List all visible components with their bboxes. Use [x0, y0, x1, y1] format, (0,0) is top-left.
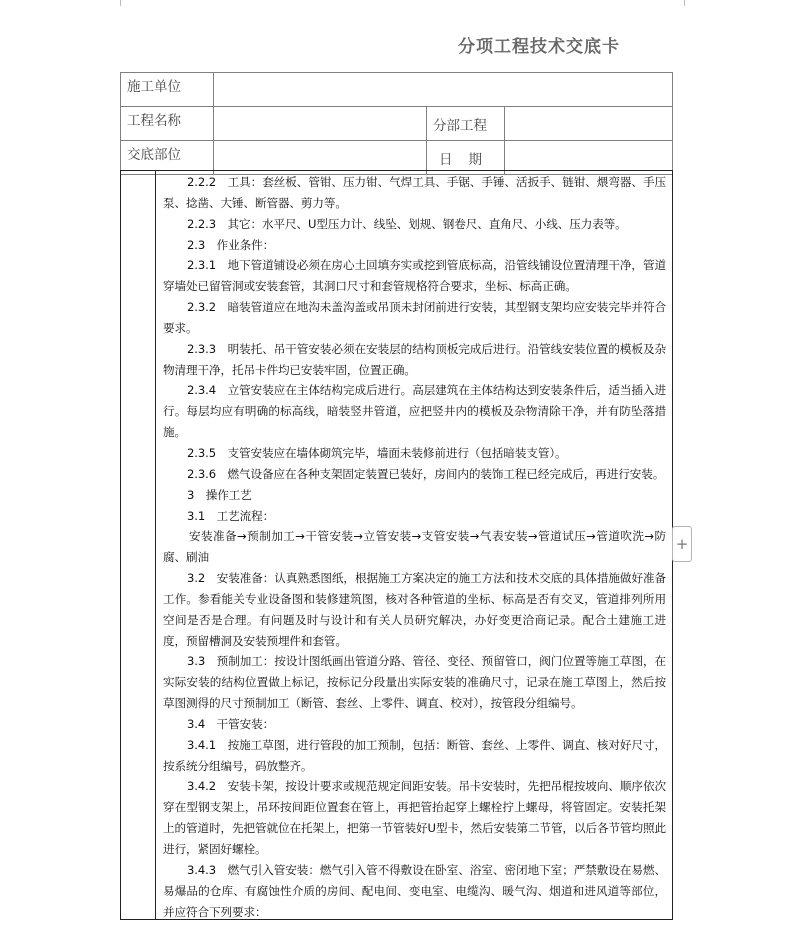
page-corner-mark-left: [106, 0, 121, 6]
paragraph: 2.2.3 其它：水平尺、U型压力计、线坠、划规、钢卷尺、直角尺、小线、压力表等。: [187, 216, 627, 231]
paragraph: 2.3.1 地下管道铺设必须在房心土回填夯实或挖到管底标高，沿管线铺设位置清理干净，管道穿墙处已留管洞或安装套管，其洞口尺寸和套管规格符合要求，坐标、标高正确。: [163, 258, 666, 294]
paragraph: 2.3.2 暗装管道应在地沟未盖沟盖或吊顶未封闭前进行安装，其型钢支架均应安装完毕并符合要求。: [163, 300, 666, 335]
unit-value[interactable]: [214, 73, 673, 107]
paragraph: 3.2 安装准备：认真熟悉图纸，根据施工方案决定的施工方法和技术交底的具体措施做好准备工作。参看能关专业设备图和装修建筑图，核对各种管道的坐标、标高是否有交叉，管道排列所用空间是否是合理。有问题及时与设计和有关人员研究解决，办好变更洽商记录。配合土建施工进度，预留槽洞及安装预埋件和套管。: [163, 571, 666, 648]
paragraph: 2.3.4 立管安装应在主体结构完成后进行。高层建筑在主体结构达到安装条件后，适当插入进行。每层均应有明确的标高线，暗装竖井管道，应把竖井内的模板及杂物清除干净，并有防坠落措施。: [163, 383, 666, 440]
left-margin-rule: [155, 170, 156, 920]
document-title: 分项工程技术交底卡: [458, 37, 620, 57]
project-label: 工程名称: [121, 107, 214, 141]
part-label: 交底部位: [121, 141, 214, 175]
paragraph: 2.3 作业条件：: [187, 237, 275, 252]
paragraph: 3.4.2 安装卡架，按设计要求或规范规定间距安装。吊卡安装时，先把吊棍按坡向、顺序依次穿在型钢支架上，吊环按间距位置套在管上，再把管抬起穿上螺栓拧上螺母，将管固定。安装托架上的管道时，先把管就位在托架上，把第一节管装好U型卡，然后安装第二节管，以后各节管均照此进行，紧固好螺栓。: [163, 779, 666, 856]
sub-project-label: 分部工程: [427, 107, 505, 141]
disclosure-content: [163, 172, 666, 922]
paragraph: 2.2.2 工具：套丝板、管钳、压力钳、气焊工具、手锯、手锤、活扳手、链钳、煨弯器、手压泵、捻凿、大锤、断管器、剪力等。: [163, 175, 666, 210]
paragraph: 2.3.6 燃气设备应在各种支架固定装置已装好，房间内的装饰工程已经完成后，再进行安装。: [187, 466, 665, 481]
paragraph: 3.4.1 按施工草图，进行管段的加工预制，包括：断管、套丝、上零件、调直、核对好尺寸，按系统分组编号，码放整齐。: [163, 737, 666, 773]
add-icon[interactable]: +: [672, 526, 692, 562]
process-flow: 安装准备→预制加工→干管安装→立管安装→支管安装→气表安装→管道试压→管道吹洗→防腐、刷油: [163, 529, 666, 565]
unit-label: 施工单位: [121, 73, 214, 107]
paragraph: 2.3.3 明装托、吊干管安装必须在安装层的结构顶板完成后进行。沿管线安装位置的模板及杂物清理干净，托吊卡件均已安装牢固，位置正确。: [163, 341, 666, 377]
paragraph: 3 操作工艺: [187, 487, 252, 502]
header-table: [120, 72, 673, 175]
date-label-char-2: 期: [468, 151, 482, 168]
paragraph: 2.3.5 支管安装应在墙体砌筑完毕，墙面未装修前进行（包括暗装支管）。: [187, 445, 567, 460]
paragraph: 3.4 干管安装：: [187, 716, 275, 731]
page-corner-mark-right: [684, 0, 699, 6]
date-label-char-1: 日: [439, 151, 453, 168]
paragraph: 3.3 预制加工：按设计图纸画出管道分路、管径、变径、预留管口，阀门位置等施工草图，在实际安装的结构位置做上标记，按标记分段量出实际安装的准确尺寸，记录在施工草图上，然后按草图测得的尺寸预制加工（断管、套丝、上零件、调直、校对），按管段分组编号。: [163, 654, 666, 711]
paragraph: 3.1 工艺流程：: [187, 508, 275, 523]
sub-project-value[interactable]: [505, 107, 673, 141]
paragraph: 3.4.3 燃气引入管安装：燃气引入管不得敷设在卧室、浴室、密闭地下室；严禁敷设在易燃、易爆品的仓库、有腐蚀性介质的房间、配电间、变电室、电缆沟、暖气沟、烟道和进风道等部位，并应符合下列要求：: [163, 862, 666, 919]
project-value[interactable]: [214, 107, 427, 141]
